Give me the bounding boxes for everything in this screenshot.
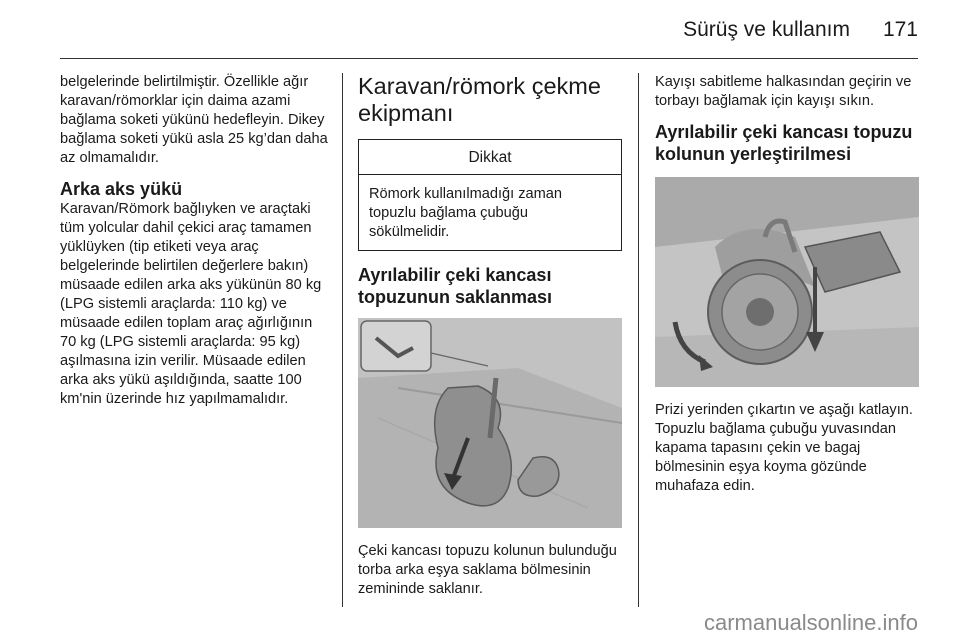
- column-divider: [638, 73, 639, 607]
- header-rule: [60, 58, 918, 59]
- section-heading-rear-axle: Arka aks yükü: [60, 179, 183, 199]
- column-2: [358, 73, 622, 599]
- column-divider: [342, 73, 343, 607]
- header-title: Sürüş ve kullanım: [683, 18, 850, 41]
- tow-bar-storage-illustration: [358, 318, 622, 528]
- column-1: [60, 73, 332, 409]
- column-3: [655, 73, 919, 496]
- page-number: 171: [882, 18, 918, 41]
- caution-text: Römork kullanılmadığı zaman topuzlu bağlama çubuğu sökülmelidir.: [369, 186, 563, 240]
- strap-paragraph: Kayışı sabitleme halkasından geçirin ve torbayı bağlamak için kayışı sıkın.: [655, 74, 912, 109]
- intro-paragraph: belgelerinde belirtilmiştir. Özellikle ağır karavan/römorklar için daima azami bağlama soketi yükünü hedefleyin. Dikey bağlama soketi yükü asla 25 kg’dan daha az olmamalıdır.: [60, 74, 328, 166]
- caution-box: [358, 139, 622, 251]
- install-caption: Prizi yerinden çıkartın ve aşağı katlayın. Topuzlu bağlama çubuğu yuvasından kapama tapasını çekin ve bagaj bölmesinin eşya koyma gözünde muhafaza edin.: [655, 402, 913, 494]
- main-heading: Karavan/römork çekme ekipmanı: [358, 73, 601, 126]
- storage-caption: Çeki kancası topuzu kolunun bulunduğu torba arka eşya saklama bölmesinin zemininde saklanır.: [358, 543, 617, 597]
- tow-bar-install-illustration: [655, 177, 919, 387]
- section-heading-storage: Ayrılabilir çeki kancası topuzunun saklanması: [358, 265, 553, 307]
- rear-axle-paragraph: Karavan/Römork bağlıyken ve araçtaki tüm yolcular dahil çekici araç tamamen yüklüyken (tip etiketi veya araç belgelerinde belirtilen değerlere bakın) müsaade edilen arka aks yükünün 80 kg (LPG sistemli araçlarda: 110 kg) ve müsaade edilen toplam araç ağırlığının 70 kg (LPG sistemli araçlarda: 95 kg) aşılmasına izin verilir. Müsaade edilen arka aks yükü aşıldığında, saatte 100 km'nin üzerinde hız yapılmamalıdır.: [60, 201, 322, 407]
- watermark-url[interactable]: carmanualsonline.info: [703, 610, 918, 635]
- section-heading-install: Ayrılabilir çeki kancası topuzu kolunun yerleştirilmesi: [655, 122, 913, 164]
- caution-title: Dikkat: [359, 140, 621, 175]
